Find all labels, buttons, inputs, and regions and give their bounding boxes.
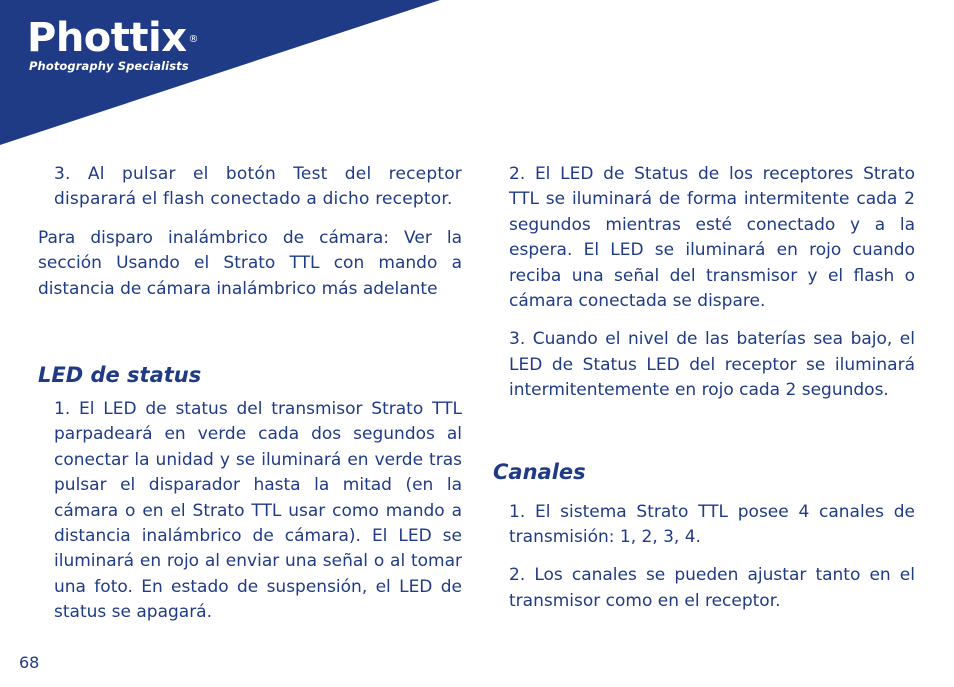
led-status-heading: LED de status [38, 363, 202, 388]
channels-item-2-paragraph: 2. Los canales se pueden ajustar tanto en el transmisor como en el receptor. [509, 565, 915, 611]
brand-tagline: Photography Specialists [29, 59, 189, 73]
right-column [493, 162, 915, 614]
channels-heading: Canales [493, 459, 586, 484]
brand-name: Phottix [27, 15, 187, 61]
receiver-test-paragraph: 3. Al pulsar el botón Test del receptor disparará el flash conectado a dicho receptor. [54, 164, 462, 210]
brand-logo [27, 15, 199, 61]
led-item-2-paragraph: 2. El LED de Status de los receptores Strato TTL se iluminará de forma intermitente cada 2 segundos mientras esté conectado y a la espera. El LED se iluminará en rojo cuando reciba una señal del transmisor y el flash o cámara conectada se dispare. [509, 164, 915, 312]
registered-mark: ® [188, 34, 199, 45]
wireless-note-paragraph: Para disparo inalámbrico de cámara: Ver la sección Usando el Strato TTL con mando a distancia de cámara inalámbrico más adelante [38, 227, 462, 299]
channels-item-1-paragraph: 1. El sistema Strato TTL posee 4 canales de transmisión: 1, 2, 3, 4. [509, 501, 915, 548]
led-item-1-paragraph: 1. El LED de status del transmisor Strato TTL parpadeará en verde cada dos segundos al conectar la unidad y se iluminará en verde tras pulsar el disparador hasta la mitad (en la cámara o en el Strato TTL usar como mando a distancia inalámbrico de cámara). El LED se iluminará en rojo al enviar una señal o al tomar una foto. En estado de suspensión, el LED de status se apagará. [54, 399, 462, 623]
left-column [38, 162, 462, 626]
led-item-3-paragraph: 3. Cuando el nivel de las baterías sea bajo, el LED de Status LED del receptor se iluminará intermitentemente en rojo cada 2 segundos. [509, 329, 915, 401]
page-number: 68 [19, 653, 40, 672]
